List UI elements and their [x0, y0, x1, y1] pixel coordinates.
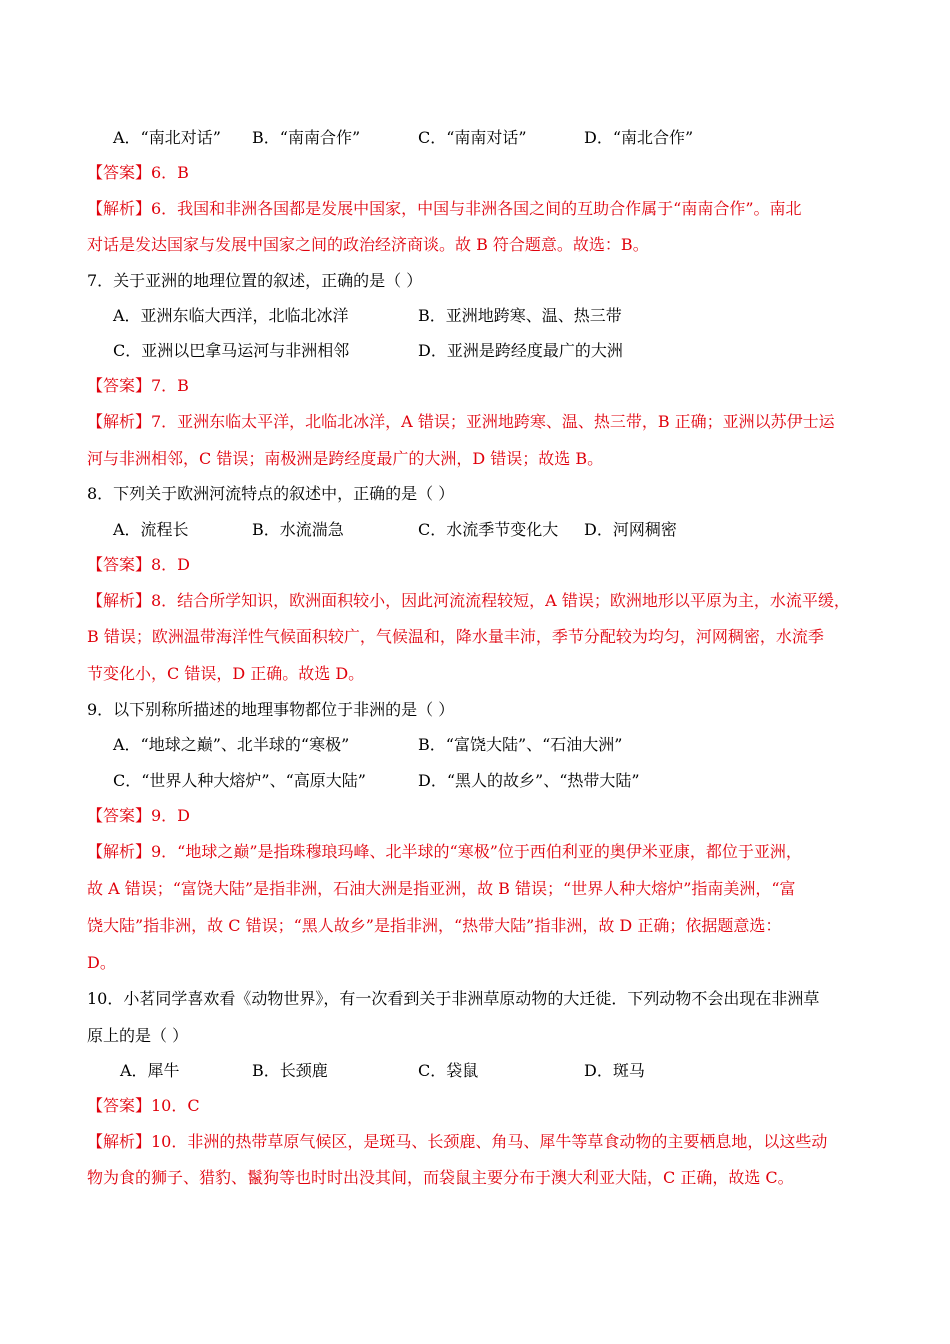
q6-answer: 【答案】6．B — [87, 163, 189, 182]
q8-analysis-line-3: 节变化小，C 错误，D 正确。故选 D。 — [87, 664, 365, 683]
q7-option-a: A．亚洲东临大西洋，北临北冰洋 — [113, 306, 349, 325]
q8-option-b: B．水流湍急 — [252, 520, 344, 539]
q8-answer: 【答案】8．D — [87, 555, 191, 574]
q10-option-d: D．斑马 — [584, 1061, 645, 1080]
q9-analysis-line-4: D。 — [87, 953, 116, 972]
q10-stem-line-2: 原上的是（ ） — [87, 1026, 189, 1045]
q8-stem: 8．下列关于欧洲河流特点的叙述中，正确的是（ ） — [87, 484, 455, 503]
q6-option-c: C．“南南对话” — [418, 128, 527, 147]
q8-analysis-line-2: B 错误；欧洲温带海洋性气候面积较广，气候温和，降水量丰沛，季节分配较为均匀，河网稠密，水流季 — [87, 627, 824, 646]
q7-stem: 7．关于亚洲的地理位置的叙述，正确的是（ ） — [87, 271, 423, 290]
q7-option-b: B．亚洲地跨寒、温、热三带 — [418, 306, 622, 325]
q10-option-b: B．长颈鹿 — [252, 1061, 328, 1080]
q10-option-c: C．袋鼠 — [418, 1061, 479, 1080]
q10-analysis-line-2: 物为食的狮子、猎豹、鬣狗等也时时出没其间，而袋鼠主要分布于澳大利亚大陆，C 正确，故选 C。 — [87, 1168, 794, 1187]
q7-analysis-line-2: 河与非洲相邻，C 错误；南极洲是跨经度最广的大洲，D 错误；故选 B。 — [87, 449, 604, 468]
q10-option-a: A．犀牛 — [120, 1061, 180, 1080]
q9-option-c: C．“世界人种大熔炉”、“高原大陆” — [113, 771, 366, 790]
q7-option-d: D．亚洲是跨经度最广的大洲 — [418, 341, 623, 360]
q8-option-a: A．流程长 — [113, 520, 189, 539]
q9-option-a: A．“地球之巅”、北半球的“寒极” — [113, 735, 350, 754]
q6-option-a: A．“南北对话” — [113, 128, 221, 147]
q9-answer: 【答案】9．D — [87, 806, 191, 825]
q7-analysis-line-1: 【解析】7．亚洲东临太平洋，北临北冰洋，A 错误；亚洲地跨寒、温、热三带，B 正确；亚洲以苏伊士运 — [87, 412, 835, 431]
q9-analysis-line-1: 【解析】9．“地球之巅”是指珠穆琅玛峰、北半球的“寒极”位于西伯利亚的奥伊米亚康，都位于亚洲， — [87, 842, 802, 861]
q6-analysis-line-2: 对话是发达国家与发展中国家之间的政治经济商谈。故 B 符合题意。故选：B。 — [87, 235, 649, 254]
q9-option-b: B．“富饶大陆”、“石油大洲” — [418, 735, 623, 754]
q10-analysis-line-1: 【解析】10．非洲的热带草原气候区，是斑马、长颈鹿、角马、犀牛等草食动物的主要栖息地，以这些动 — [87, 1132, 828, 1151]
q6-analysis-line-1: 【解析】6．我国和非洲各国都是发展中国家，中国与非洲各国之间的互助合作属于“南南合作”。南北 — [87, 199, 802, 218]
q8-option-d: D．河网稠密 — [584, 520, 677, 539]
q6-option-b: B．“南南合作” — [252, 128, 361, 147]
q9-stem: 9．以下别称所描述的地理事物都位于非洲的是（ ） — [87, 700, 455, 719]
q9-option-d: D．“黑人的故乡”、“热带大陆” — [418, 771, 640, 790]
q8-option-c: C．水流季节变化大 — [418, 520, 559, 539]
q10-stem-line-1: 10．小茗同学喜欢看《动物世界》，有一次看到关于非洲草原动物的大迁徙．下列动物不会出现在非洲草 — [87, 989, 820, 1008]
q9-analysis-line-3: 饶大陆”指非洲，故 C 错误；“黑人故乡”是指非洲，“热带大陆”指非洲，故 D 正确；依据题意选： — [87, 916, 782, 935]
q10-answer: 【答案】10．C — [87, 1096, 200, 1115]
q7-answer: 【答案】7．B — [87, 376, 189, 395]
q8-analysis-line-1: 【解析】8．结合所学知识，欧洲面积较小，因此河流流程较短，A 错误；欧洲地形以平原为主，水流平缓， — [87, 591, 850, 610]
q7-option-c: C．亚洲以巴拿马运河与非洲相邻 — [113, 341, 350, 360]
q9-analysis-line-2: 故 A 错误；“富饶大陆”是指非洲，石油大洲是指亚洲，故 B 错误；“世界人种大熔炉”指南美洲，“富 — [87, 879, 796, 898]
q6-option-d: D．“南北合作” — [584, 128, 694, 147]
